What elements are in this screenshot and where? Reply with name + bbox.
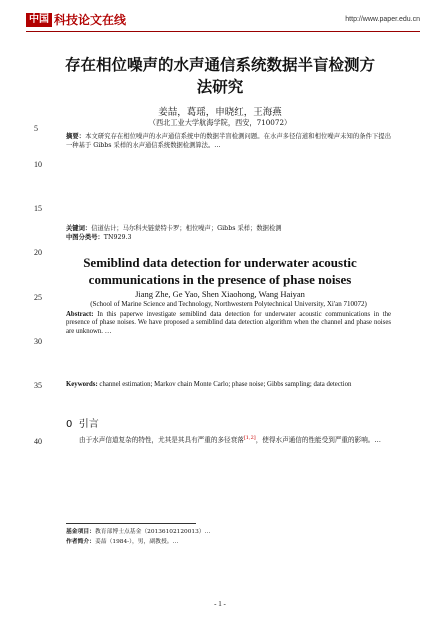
- abstract-en-label: Abstract:: [66, 311, 94, 318]
- logo-badge: 中国: [26, 13, 52, 27]
- keywords-english: [66, 381, 391, 389]
- page-header: [26, 8, 420, 32]
- keywords-label: 关键词：: [66, 225, 92, 232]
- abstract-en-text: In this paperwe investigate semiblind data detection for underwater acoustic communications in the presence of phase noises. We have proposed a semiblind data detection algorithm when the channel and phase noises are unknown. …: [66, 311, 391, 335]
- english-affiliation: (School of Marine Science and Technology, Northwestern Polytechnical University, Xi'an 710072): [90, 300, 367, 308]
- classification-number: [66, 233, 391, 242]
- line-number: 15: [34, 204, 42, 213]
- line-number: 20: [34, 248, 42, 257]
- line-number: 25: [34, 293, 42, 302]
- english-authors: Jiang Zhe, Ge Yao, Shen Xiaohong, Wang Haiyan: [135, 289, 305, 299]
- line-number: 35: [34, 381, 42, 390]
- abstract-chinese: [66, 132, 391, 150]
- line-number: 40: [34, 437, 42, 446]
- abstract-label: 摘要：: [66, 133, 86, 140]
- classification-text: TN929.3: [103, 234, 132, 241]
- line-number: 10: [34, 160, 42, 169]
- line-number: 5: [34, 124, 38, 133]
- citation-link[interactable]: [1,2]: [243, 435, 256, 441]
- site-logo: [26, 11, 126, 28]
- intro-text: ，使得水声通信的性能受到严重的影响。…: [255, 436, 381, 445]
- intro-paragraph: [66, 433, 391, 447]
- line-number: 30: [34, 337, 42, 346]
- site-url[interactable]: http://www.paper.edu.cn: [345, 16, 420, 23]
- footnote-divider: [66, 523, 196, 524]
- logo-text: 科技论文在线: [54, 13, 127, 27]
- footnote-author-bio: [66, 538, 391, 546]
- keywords-text: 信道估计；马尔科夫链蒙特卡罗；相位噪声；Gibbs 采样；数据检测: [91, 225, 282, 232]
- author-list: 姜喆，葛瑶，申晓红，王海燕: [158, 107, 282, 118]
- page-number: - 1 -: [214, 600, 226, 608]
- footnote-funding: [66, 528, 391, 536]
- section-title: 引言: [78, 419, 99, 430]
- bio-label: 作者简介：: [66, 539, 95, 545]
- keywords-en-label: Keywords:: [66, 381, 98, 388]
- paper-title: 存在相位噪声的水声通信系统数据半盲检测方法研究: [64, 56, 375, 96]
- intro-text: 由于水声信道复杂的特性，尤其是其具有严重的多径衰落: [79, 436, 244, 445]
- funding-text: 教育部博士点基金（20136102120013）…: [95, 529, 211, 535]
- classification-label: 中图分类号：: [66, 234, 104, 241]
- affiliation: （西北工业大学航海学院，西安，710072）: [148, 118, 292, 127]
- bio-text: 姜喆（1984-），男，副教授。…: [95, 539, 179, 545]
- funding-label: 基金项目：: [66, 529, 95, 535]
- abstract-english: [66, 311, 391, 336]
- section-number: 0: [66, 419, 73, 430]
- abstract-text: 本文研究存在相位噪声的水声通信系统中的数据半盲检测问题。在水声多径信道和相位噪声未知的条件下提出一种基于 Gibbs 采样的水声通信系统数据检测算法。…: [66, 133, 392, 150]
- section-heading: [66, 415, 99, 430]
- english-title: Semiblind data detection for underwater acoustic communications in the presence of phase noises: [83, 255, 357, 287]
- keywords-en-text: channel estimation; Markov chain Monte Carlo; phase noise; Gibbs sampling; data detection: [99, 381, 352, 388]
- keywords-chinese: [66, 224, 391, 233]
